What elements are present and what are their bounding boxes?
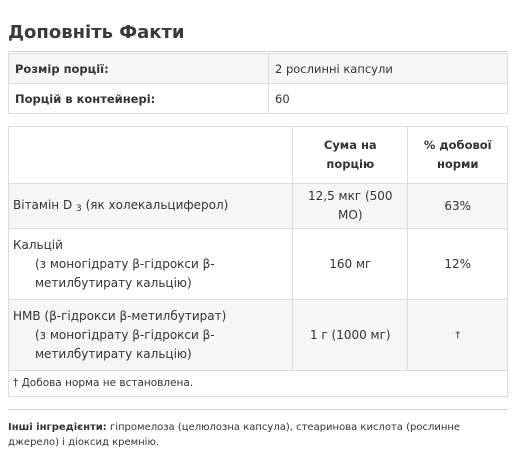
serving-size-label: Розмір порції:	[9, 54, 269, 84]
hmb-source-line1: (з моногідрату β-гідрокси β-	[35, 327, 215, 342]
calcium-source-line1: (з моногідрату β-гідрокси β-	[35, 256, 215, 271]
supplement-facts-table	[8, 126, 508, 397]
amount-header-line1: Сума на	[323, 138, 377, 152]
amount-header-line2: порцію	[326, 157, 375, 171]
amount-column-header	[293, 127, 408, 184]
nutrient-name	[9, 184, 293, 229]
nutrient-column-header	[9, 127, 293, 184]
nutrient-name	[9, 229, 293, 300]
serving-size-value: 2 рослинні капсули	[269, 54, 508, 84]
vitamin-d-name: Вітамін D	[13, 197, 73, 212]
vitamin-d-amount-line2: МО)	[338, 208, 363, 222]
nutrient-amount: 160 мг	[293, 229, 408, 300]
other-ingredients	[8, 420, 508, 450]
servings-per-container-row	[9, 84, 508, 114]
facts-header-row	[9, 127, 508, 184]
serving-info-table	[8, 53, 508, 114]
daily-value-footnote: † Добова норма не встановлена.	[9, 371, 508, 397]
ingredients-divider	[8, 409, 508, 410]
panel-title: Доповніть Факти	[8, 22, 185, 43]
hmb-source-line2: метилбутирату кальцію)	[35, 346, 192, 361]
vitamin-d-form: (як холекальциферол)	[85, 197, 229, 212]
nutrient-amount	[293, 184, 408, 229]
nutrient-amount: 1 г (1000 мг)	[293, 300, 408, 371]
servings-per-container-value: 60	[269, 84, 508, 114]
nutrient-row-hmb	[9, 300, 508, 371]
dv-header-line1: % добової	[423, 138, 492, 152]
vitamin-d-amount-line1: 12,5 мкг (500	[308, 189, 393, 203]
other-ingredients-text: гіпромелоза (целюлозна капсула), стеаринова кислота (рослинне джерело) і діоксид кремнію.	[8, 422, 461, 448]
nutrient-row-vitamin-d	[9, 184, 508, 229]
dv-header-line2: норми	[436, 157, 479, 171]
daily-value-column-header	[408, 127, 508, 184]
nutrient-daily-value: 12%	[408, 229, 508, 300]
vitamin-d-subscript: 3	[76, 203, 82, 214]
calcium-name: Кальцій	[13, 237, 63, 252]
servings-per-container-label: Порцій в контейнері:	[9, 84, 269, 114]
title-divider	[8, 51, 508, 52]
footnote-row	[9, 371, 508, 397]
hmb-name: HMB (β-гідрокси β-метилбутират)	[13, 308, 227, 323]
serving-size-row	[9, 54, 508, 84]
nutrient-daily-value: †	[408, 300, 508, 371]
nutrient-row-calcium	[9, 229, 508, 300]
calcium-source-line2: метилбутирату кальцію)	[35, 275, 192, 290]
nutrient-daily-value: 63%	[408, 184, 508, 229]
nutrient-name	[9, 300, 293, 371]
other-ingredients-label: Інші інгредієнти:	[8, 422, 107, 433]
